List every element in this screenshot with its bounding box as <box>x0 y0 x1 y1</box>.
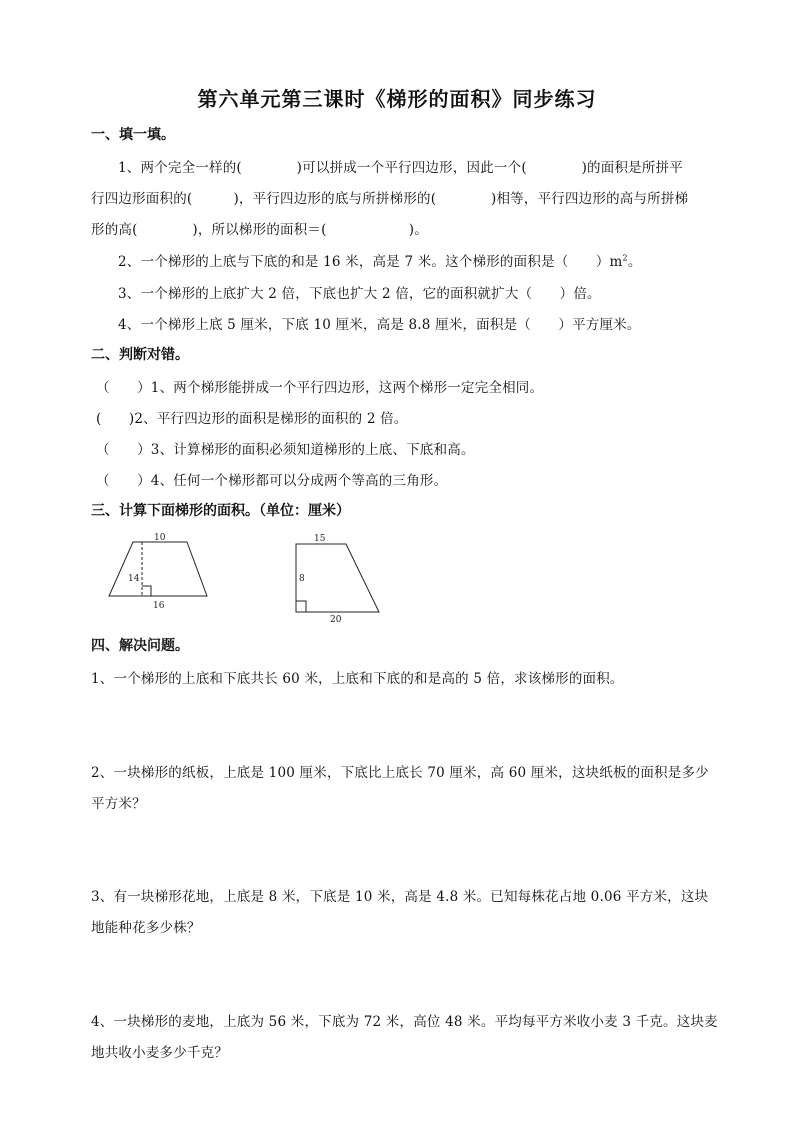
fill-q2-end: 。 <box>627 254 642 270</box>
trapezoid-figures <box>100 528 400 628</box>
fill-q4: 4、一个梯形上底 5 厘米，下底 10 厘米，高是 8.8 厘米，面积是（ ）平方厘米。 <box>118 317 641 333</box>
page-title: 第六单元第三课时《梯形的面积》同步练习 <box>197 87 597 111</box>
trapezoid-1-height-label: 14 <box>128 574 140 584</box>
fill-q2 <box>118 250 642 270</box>
trapezoid-2-right-angle <box>296 601 306 612</box>
fill-q1-line3: 形的高( )，所以梯形的面积＝( )。 <box>91 222 428 238</box>
problem-3-line2: 地能种花多少株？ <box>91 920 201 936</box>
section-problems-heading: 四、解决问题。 <box>91 638 189 654</box>
fill-q1-line1: 1、两个完全一样的( )可以拼成一个平行四边形，因此一个( )的面积是所拼平 <box>118 160 683 176</box>
trapezoid-2-top-label: 15 <box>314 534 326 544</box>
fill-q2-sup: 2 <box>622 253 628 263</box>
problem-3-line1: 3、有一块梯形花地，上底是 8 米，下底是 10 米，高是 4.8 米。已知每株花占地 0.06 平方米，这块 <box>91 889 709 905</box>
judge-item-4: （ ）4、任何一个梯形都可以分成两个等高的三角形。 <box>96 473 448 489</box>
problem-4-line2: 地共收小麦多少千克？ <box>91 1045 228 1061</box>
section-judge-heading: 二、判断对错。 <box>91 347 189 363</box>
section-calc-heading: 三、计算下面梯形的面积。（单位：厘米） <box>91 503 350 519</box>
problem-1: 1、一个梯形的上底和下底共长 60 米，上底和下底的和是高的 5 倍，求该梯形的面积。 <box>91 671 624 687</box>
trapezoid-1-bottom-label: 16 <box>153 601 165 611</box>
trapezoid-2-bottom-label: 20 <box>330 615 342 625</box>
section-fill-heading: 一、填一填。 <box>91 127 175 143</box>
trapezoid-1-top-label: 10 <box>154 533 166 543</box>
trapezoid-2-shape <box>296 544 379 612</box>
trapezoid-1-shape <box>109 542 207 596</box>
trapezoid-2 <box>296 534 379 625</box>
problem-4-line1: 4、一块梯形的麦地，上底为 56 米，下底为 72 米，高位 48 米。平均每平方米收小麦 3 千克。这块麦 <box>91 1014 718 1030</box>
trapezoid-1-right-angle <box>142 586 151 596</box>
fill-q1-line2: 行四边形面积的( )，平行四边形的底与所拼梯形的( )相等，平行四边形的高与所拼梯 <box>91 191 689 207</box>
fill-q3: 3、一个梯形的上底扩大 2 倍，下底也扩大 2 倍，它的面积就扩大（ ）倍。 <box>118 286 601 302</box>
judge-item-3: （ ）3、计算梯形的面积必须知道梯形的上底、下底和高。 <box>96 442 475 458</box>
problem-2-line1: 2、一块梯形的纸板，上底是 100 厘米，下底比上底长 70 厘米，高 60 厘米，这块纸板的面积是多少 <box>91 765 709 781</box>
judge-item-1: （ ）1、两个梯形能拼成一个平行四边形，这两个梯形一定完全相同。 <box>96 380 544 396</box>
trapezoid-1 <box>109 533 207 611</box>
fill-q2-text: 2、一个梯形的上底与下底的和是 16 米，高是 7 米。这个梯形的面积是（ ）m <box>118 254 623 270</box>
problem-2-line2: 平方米？ <box>91 796 146 812</box>
trapezoid-2-height-label: 8 <box>299 574 305 584</box>
judge-item-2: ( )2、平行四边形的面积是梯形的面积的 2 倍。 <box>96 411 408 427</box>
